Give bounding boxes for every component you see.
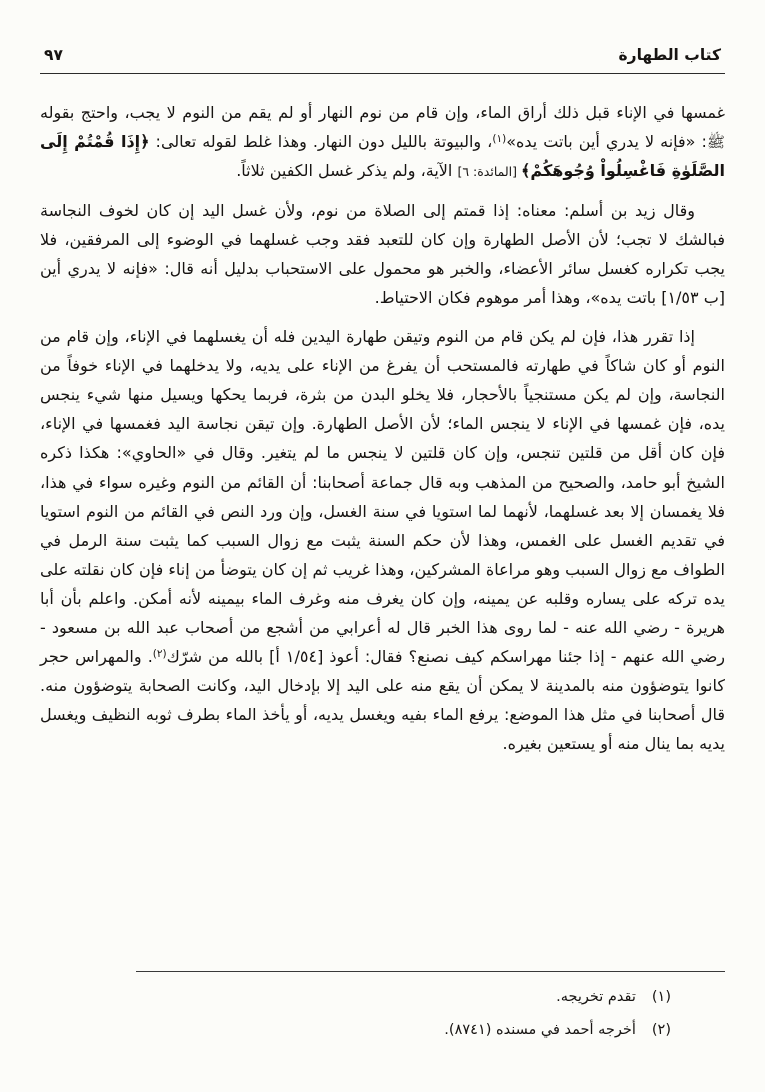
book-title: كتاب الطهارة xyxy=(618,46,721,64)
footnote-item xyxy=(40,1019,725,1043)
body-text xyxy=(40,74,725,759)
footnote-text: تقدم تخريجه. xyxy=(556,989,636,1006)
text-run: : «فإنه لا يدري أين باتت يده» xyxy=(506,132,707,152)
text-run: إذا تقرر هذا، فإن لم يكن قام من النوم وتيقن طهارة اليدين فله أن يغسلهما في الإناء، وإن قام من النوم أو كان شاكاً في طهارته فالمستحب أن يفرغ من الإناء على يديه، ولا يدخلهما في الإناء خوفاً من النجاسة، وإن لم يكن مستنجياً بالأحجار، فلا يخلو البدن من بثرة، فربما يحكها ويسيل منها شيء ينجس يده، فإن غمسها في الإناء لا ينجس الماء؛ لأن الأصل الطهارة. وإن تيقن نجاسة اليد فغمسها في الإناء، فإن كان أقل من قلتين تنجس، وإن كان قلتين لا ينجس ما لم يتغير. وقال في «الحاوي»: هكذا ذكره الشيخ أبو حامد، والصحيح من المذهب وبه قال جماعة أصحابنا: أن القائم من النوم وغيره سواء في هذا، فلا يغمسان إلا بعد غسلهما، لأنهما لما استويا في سنة الغسل، وإن ورد النص في القائم من النوم استويا في تقديم الغسل على الغمس، وهذا لأن حكم السنة يثبت مع زوال السبب كما يثبت سنة الرمل في الطواف مع زوال السبب وهو مراعاة المشركين، وهذا غريب ثم إن كان يتوضأ من إناء فإن كان نقلته على يده تركه على يساره وقلبه عن يمينه، وإن كان يغرف منه وغرف الماء بيمينه لأنه أمكن. واعلم بأن أبا هريرة - رضي الله عنه - لما روى هذا الخبر قال له أعرابي من أشجع من أصحاب عبد الله بن مسعود - رضي الله عنهم - إذا جئنا مهراسكم كيف نصنع؟ فقال: أعوذ [١/٥٤ أ] بالله من شرّك xyxy=(40,326,726,667)
paragraph xyxy=(40,322,725,759)
run-symbol: ﷺ xyxy=(706,133,726,152)
run-sup: (٢) xyxy=(152,648,167,661)
text-run: الآية، ولم يذكر غسل الكفين ثلاثاً. xyxy=(236,161,458,181)
footnote-separator xyxy=(136,971,725,972)
footnote-item xyxy=(40,986,725,1010)
text-run: ، والبيوتة بالليل دون النهار. وهذا غلط لقوله تعالى: xyxy=(149,132,493,152)
text-run: غمسها في الإناء قبل ذلك أراق الماء، وإن قام من نوم النهار أو لم يقم من النوم لا يجب، واحتج بقوله xyxy=(40,103,725,122)
footnote-marker: (١) xyxy=(651,989,671,1006)
run-sup: (١) xyxy=(492,133,507,146)
footnote-marker: (٢) xyxy=(651,1022,671,1039)
footnote-list xyxy=(40,986,725,1043)
text-run: وقال زيد بن أسلم: معناه: إذا قمتم إلى الصلاة من نوم، ولأن غسل اليد إن كان لخوف النجاسة فبالشك لا تجب؛ لأن الأصل الطهارة وإن كان للتعبد فقد وجب غسلهما في الوضوء إلى المرفقين، فلا يجب تكراره كغسل سائر الأعضاء، والخبر هو محمول على الاستحباب بدليل أنه قال: «فإنه لا يدري أين [ب ١/٥٣] باتت يده»، وهذا أمر موهوم فكان الاحتياط. xyxy=(40,200,725,307)
page-header xyxy=(40,46,725,74)
text-run: . والمهراس حجر كانوا يتوضؤون منه بالمدينة لا يمكن أن يقع منه على اليد إلا بإدخال اليد، وكانت الصحابة يتوضؤون منه. قال أصحابنا في مثل هذا الموضع: يرفع الماء بفيه ويغسل يديه، أو يأخذ الماء بطرف ثوبه النظيف ويغسل يديه بما ينال منه أو يستعين بغيره. xyxy=(40,647,725,754)
page-number: ٩٧ xyxy=(44,46,63,64)
run-quran: ﴿إِذَا قُمْتُمْ إِلَى الصَّلَوٰةِ فَاغْسِلُواْ وُجُوهَكُمْ﴾ xyxy=(40,132,725,181)
run-small: [المائدة: ٦] xyxy=(457,164,522,180)
paragraph xyxy=(40,196,725,312)
footnotes xyxy=(40,971,725,1052)
footnote-text: أخرجه أحمد في مسنده (٨٧٤١). xyxy=(444,1022,636,1039)
paragraph xyxy=(40,98,725,186)
